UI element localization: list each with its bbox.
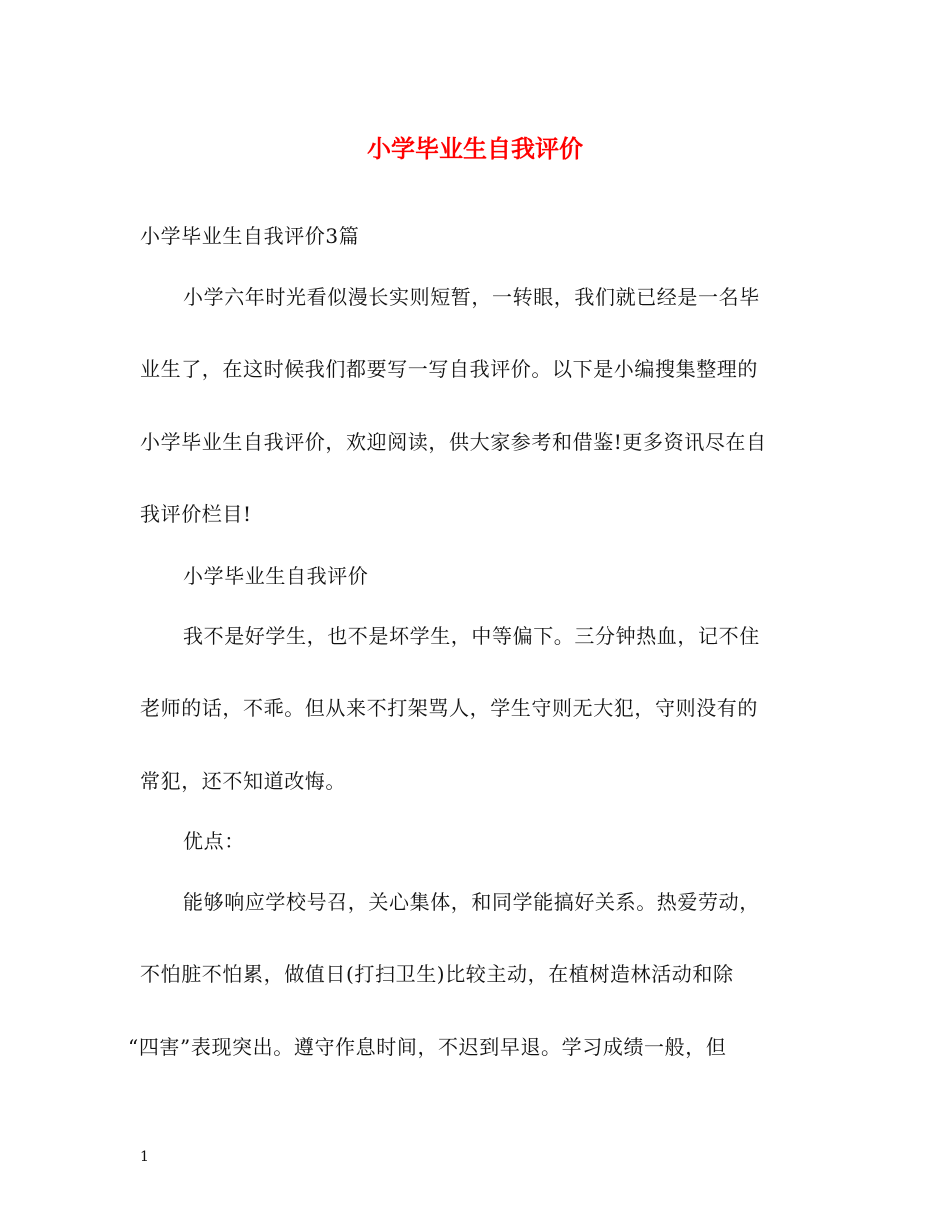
paragraph-line: 能够响应学校号召，关心集体，和同学能搞好关系。热爱劳动， [183,890,760,914]
paragraph-line: 我不是好学生，也不是坏学生，中等偏下。三分钟热血，记不住 [183,624,760,648]
section-heading: 小学毕业生自我评价 [183,564,369,588]
section-heading: 优点： [183,829,245,853]
paragraph-line: 老师的话，不乖。但从来不打架骂人，学生守则无大犯，守则没有的 [140,696,758,720]
page-number: 1 [140,1149,149,1165]
paragraph-line: 我评价栏目! [140,502,252,526]
paragraph-line: 业生了，在这时候我们都要写一写自我评价。以下是小编搜集整理的 [140,357,758,381]
paragraph-line: “四害”表现突出。遵守作息时间，不迟到早退。学习成绩一般，但 [128,1035,727,1059]
paragraph-line: 不怕脏不怕累，做值日(打扫卫生)比较主动，在植树造林活动和除 [140,962,734,986]
paragraph-line: 常犯，还不知道改悔。 [140,769,346,793]
paragraph-line: 小学毕业生自我评价，欢迎阅读，供大家参考和借鉴!更多资讯尽在自 [140,430,767,454]
paragraph-line: 小学六年时光看似漫长实则短暂，一转眼，我们就已经是一名毕 [183,285,760,309]
subtitle-line: 小学毕业生自我评价3篇 [140,224,360,248]
page-title: 小学毕业生自我评价 [367,134,583,163]
